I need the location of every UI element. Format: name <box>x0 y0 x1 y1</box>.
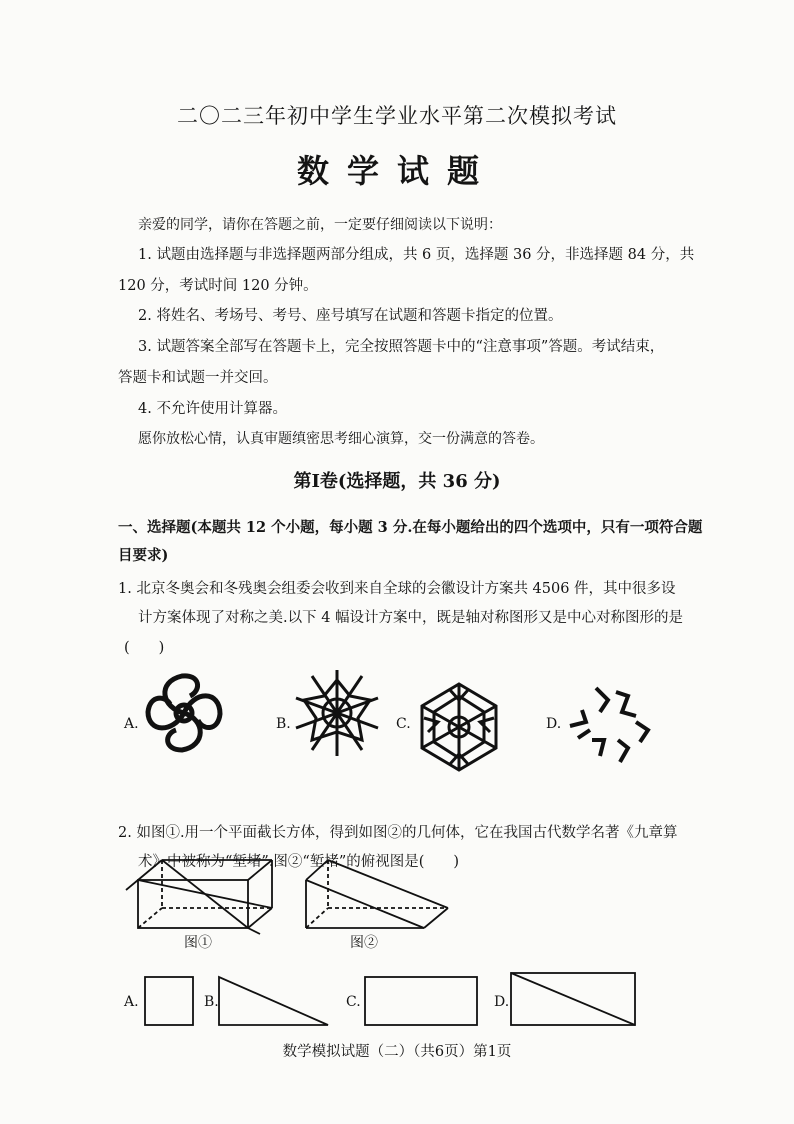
instruction-item-1-cont: 120 分，考试时间 120 分钟。 <box>118 278 318 294</box>
q1-option-a-figure <box>142 668 226 758</box>
section-title: 第Ⅰ卷(选择题，共 36 分) <box>293 471 501 492</box>
instruction-item-1: 1. 试题由选择题与非选择题两部分组成，共 6 页，选择题 36 分，非选择题 84 分，共 <box>138 247 695 263</box>
instruction-item-3-cont: 答题卡和试题一并交回。 <box>118 370 278 386</box>
q2-option-c-label: C. <box>346 994 361 1010</box>
q2-option-b-label: B. <box>204 994 219 1010</box>
q2-option-a-label: A. <box>124 994 139 1010</box>
question-1-line-2: 计方案体现了对称之美.以下 4 幅设计方案中，既是轴对称图形又是中心对称图形的是 <box>138 610 684 626</box>
question-2-line-1: 2. 如图①.用一个平面截长方体，得到如图②的几何体，它在我国古代数学名著《九章算 <box>118 825 678 841</box>
q1-option-c-figure <box>414 682 504 772</box>
q2-option-c-figure <box>364 976 480 1028</box>
q2-option-a-figure <box>144 976 196 1028</box>
instructions-greeting: 亲爱的同学，请你在答题之前，一定要仔细阅读以下说明： <box>138 217 502 233</box>
q1-option-a-label: A. <box>124 716 139 732</box>
question-2-line-2: 术》中被称为“堑堵”.图②“堑堵”的俯视图是( ) <box>138 854 460 870</box>
figure-2-prism <box>300 856 450 936</box>
figure-2-caption: 图② <box>350 935 378 951</box>
part-heading-cont: 目要求) <box>118 547 169 564</box>
q2-option-d-figure <box>510 972 638 1028</box>
q1-option-b-figure <box>292 668 382 758</box>
question-1-line-1: 1. 北京冬奥会和冬残奥会组委会收到来自全球的会徽设计方案共 4506 件，其中很多设 <box>118 581 676 597</box>
q1-option-d-label: D. <box>546 716 562 732</box>
subject-title: 数学试题 <box>296 152 497 190</box>
instructions-closing: 愿你放松心情，认真审题缜密思考细心演算，交一份满意的答卷。 <box>138 431 544 447</box>
question-1-answer-bracket: ( ) <box>124 640 165 656</box>
figure-1-caption: 图① <box>184 935 212 951</box>
q1-option-b-label: B. <box>276 716 291 732</box>
q1-option-c-label: C. <box>396 716 411 732</box>
figure-1-cuboid <box>124 856 274 936</box>
page-footer: 数学模拟试题（二）（共6页）第1页 <box>282 1044 512 1060</box>
instruction-item-4: 4. 不允许使用计算器。 <box>138 401 287 417</box>
q1-option-d-figure <box>566 682 652 768</box>
exam-title: 二〇二三年初中学生学业水平第二次模拟考试 <box>177 104 617 128</box>
part-heading: 一、选择题(本题共 12 个小题，每小题 3 分.在每小题给出的四个选项中，只有一项符合题 <box>118 519 703 536</box>
q2-option-d-label: D. <box>494 994 510 1010</box>
instruction-item-2: 2. 将姓名、考场号、考号、座号填写在试题和答题卡指定的位置。 <box>138 308 563 324</box>
instruction-item-3: 3. 试题答案全部写在答题卡上，完全按照答题卡中的“注意事项”答题。考试结束， <box>138 339 665 355</box>
q2-option-b-figure <box>218 976 330 1028</box>
